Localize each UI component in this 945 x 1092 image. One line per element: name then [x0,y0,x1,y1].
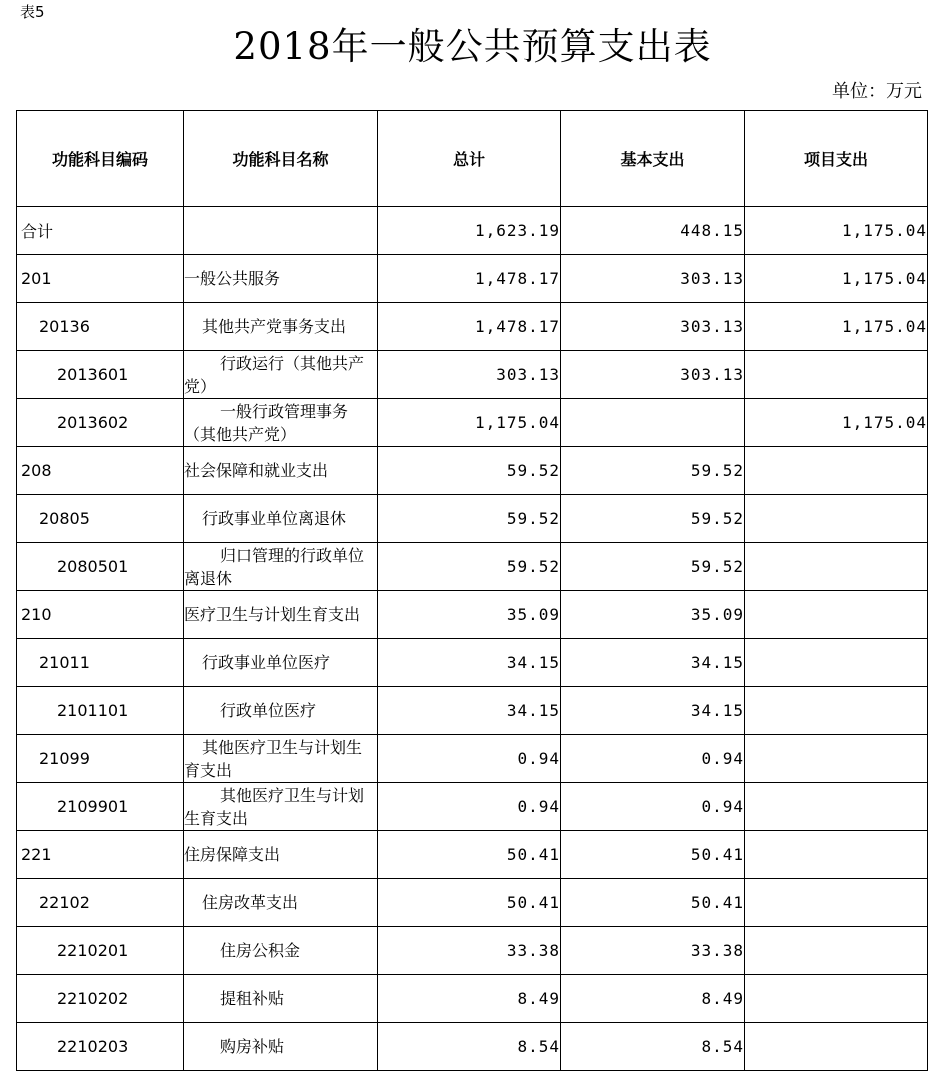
page-title: 2018年一般公共预算支出表 [233,25,712,68]
cell-code: 221 [17,831,184,879]
cell-project [745,1023,928,1071]
table-row [17,927,928,975]
cell-name: 行政事业单位离退休 [184,495,378,543]
cell-code: 2210202 [17,975,184,1023]
cell-total: 0.94 [378,783,561,831]
cell-code: 22102 [17,879,184,927]
cell-basic: 0.94 [561,735,745,783]
cell-basic: 59.52 [561,543,745,591]
cell-code: 21099 [17,735,184,783]
cell-code: 210 [17,591,184,639]
table-row [17,351,928,399]
cell-basic: 35.09 [561,591,745,639]
header-row [17,111,928,207]
cell-project [745,879,928,927]
cell-basic: 59.52 [561,447,745,495]
cell-name: 其他共产党事务支出 [184,303,378,351]
cell-code: 2013602 [17,399,184,447]
cell-total: 0.94 [378,735,561,783]
cell-total: 1,478.17 [378,255,561,303]
cell-total: 59.52 [378,495,561,543]
cell-code: 2013601 [17,351,184,399]
cell-name: 一般公共服务 [184,255,378,303]
cell-project [745,687,928,735]
cell-total: 8.54 [378,1023,561,1071]
cell-name: 社会保障和就业支出 [184,447,378,495]
cell-total: 34.15 [378,639,561,687]
cell-basic: 34.15 [561,687,745,735]
cell-code: 2210203 [17,1023,184,1071]
cell-name: 住房改革支出 [184,879,378,927]
cell-code: 2080501 [17,543,184,591]
table-number: 表5 [20,3,45,21]
cell-basic: 0.94 [561,783,745,831]
table-row [17,783,928,831]
cell-code: 208 [17,447,184,495]
cell-basic: 34.15 [561,639,745,687]
table-row [17,735,928,783]
table-row [17,639,928,687]
cell-project: 1,175.04 [745,255,928,303]
cell-name: 一般行政管理事务（其他共产党） [184,399,378,447]
header-project: 项目支出 [745,111,928,207]
cell-name: 行政单位医疗 [184,687,378,735]
cell-name: 其他医疗卫生与计划生育支出 [184,735,378,783]
unit-label: 单位：万元 [832,81,922,102]
cell-project: 1,175.04 [745,303,928,351]
cell-total: 303.13 [378,351,561,399]
table-header [17,111,928,207]
cell-total: 1,623.19 [378,207,561,255]
cell-project [745,495,928,543]
cell-name: 归口管理的行政单位离退休 [184,543,378,591]
cell-basic: 303.13 [561,255,745,303]
cell-project [745,783,928,831]
header-name: 功能科目名称 [184,111,378,207]
cell-total: 50.41 [378,831,561,879]
cell-total: 35.09 [378,591,561,639]
cell-project: 1,175.04 [745,399,928,447]
cell-project [745,591,928,639]
cell-name: 医疗卫生与计划生育支出 [184,591,378,639]
cell-project [745,927,928,975]
cell-name: 行政运行（其他共产党） [184,351,378,399]
cell-basic [561,399,745,447]
cell-code: 201 [17,255,184,303]
cell-code: 20805 [17,495,184,543]
cell-basic: 50.41 [561,831,745,879]
table-body [17,207,928,1071]
cell-name: 购房补贴 [184,1023,378,1071]
cell-basic: 8.49 [561,975,745,1023]
cell-basic: 50.41 [561,879,745,927]
cell-total: 1,478.17 [378,303,561,351]
cell-project [745,639,928,687]
cell-basic: 33.38 [561,927,745,975]
cell-project [745,975,928,1023]
cell-basic: 303.13 [561,303,745,351]
cell-name: 行政事业单位医疗 [184,639,378,687]
cell-code: 合计 [17,207,184,255]
cell-total: 59.52 [378,543,561,591]
table-row [17,447,928,495]
cell-code: 2109901 [17,783,184,831]
table-row [17,207,928,255]
cell-project [745,831,928,879]
header-code: 功能科目编码 [17,111,184,207]
table-row [17,879,928,927]
table-row [17,975,928,1023]
table-row [17,255,928,303]
cell-code: 2210201 [17,927,184,975]
cell-project [745,447,928,495]
table-row [17,1023,928,1071]
cell-total: 8.49 [378,975,561,1023]
cell-total: 59.52 [378,447,561,495]
cell-project [745,543,928,591]
cell-name: 住房公积金 [184,927,378,975]
table-row [17,399,928,447]
table-row [17,687,928,735]
cell-total: 50.41 [378,879,561,927]
table-row [17,831,928,879]
table-row [17,495,928,543]
cell-name: 住房保障支出 [184,831,378,879]
cell-basic: 303.13 [561,351,745,399]
cell-total: 1,175.04 [378,399,561,447]
cell-name: 提租补贴 [184,975,378,1023]
header-total: 总计 [378,111,561,207]
table-row [17,543,928,591]
cell-code: 2101101 [17,687,184,735]
budget-table [16,110,928,1071]
cell-project [745,351,928,399]
cell-basic: 8.54 [561,1023,745,1071]
cell-total: 34.15 [378,687,561,735]
cell-project [745,735,928,783]
table-row [17,303,928,351]
cell-total: 33.38 [378,927,561,975]
cell-basic: 448.15 [561,207,745,255]
cell-basic: 59.52 [561,495,745,543]
cell-code: 20136 [17,303,184,351]
cell-name: 其他医疗卫生与计划生育支出 [184,783,378,831]
cell-project: 1,175.04 [745,207,928,255]
cell-code: 21011 [17,639,184,687]
cell-name [184,207,378,255]
table-row [17,591,928,639]
header-basic: 基本支出 [561,111,745,207]
